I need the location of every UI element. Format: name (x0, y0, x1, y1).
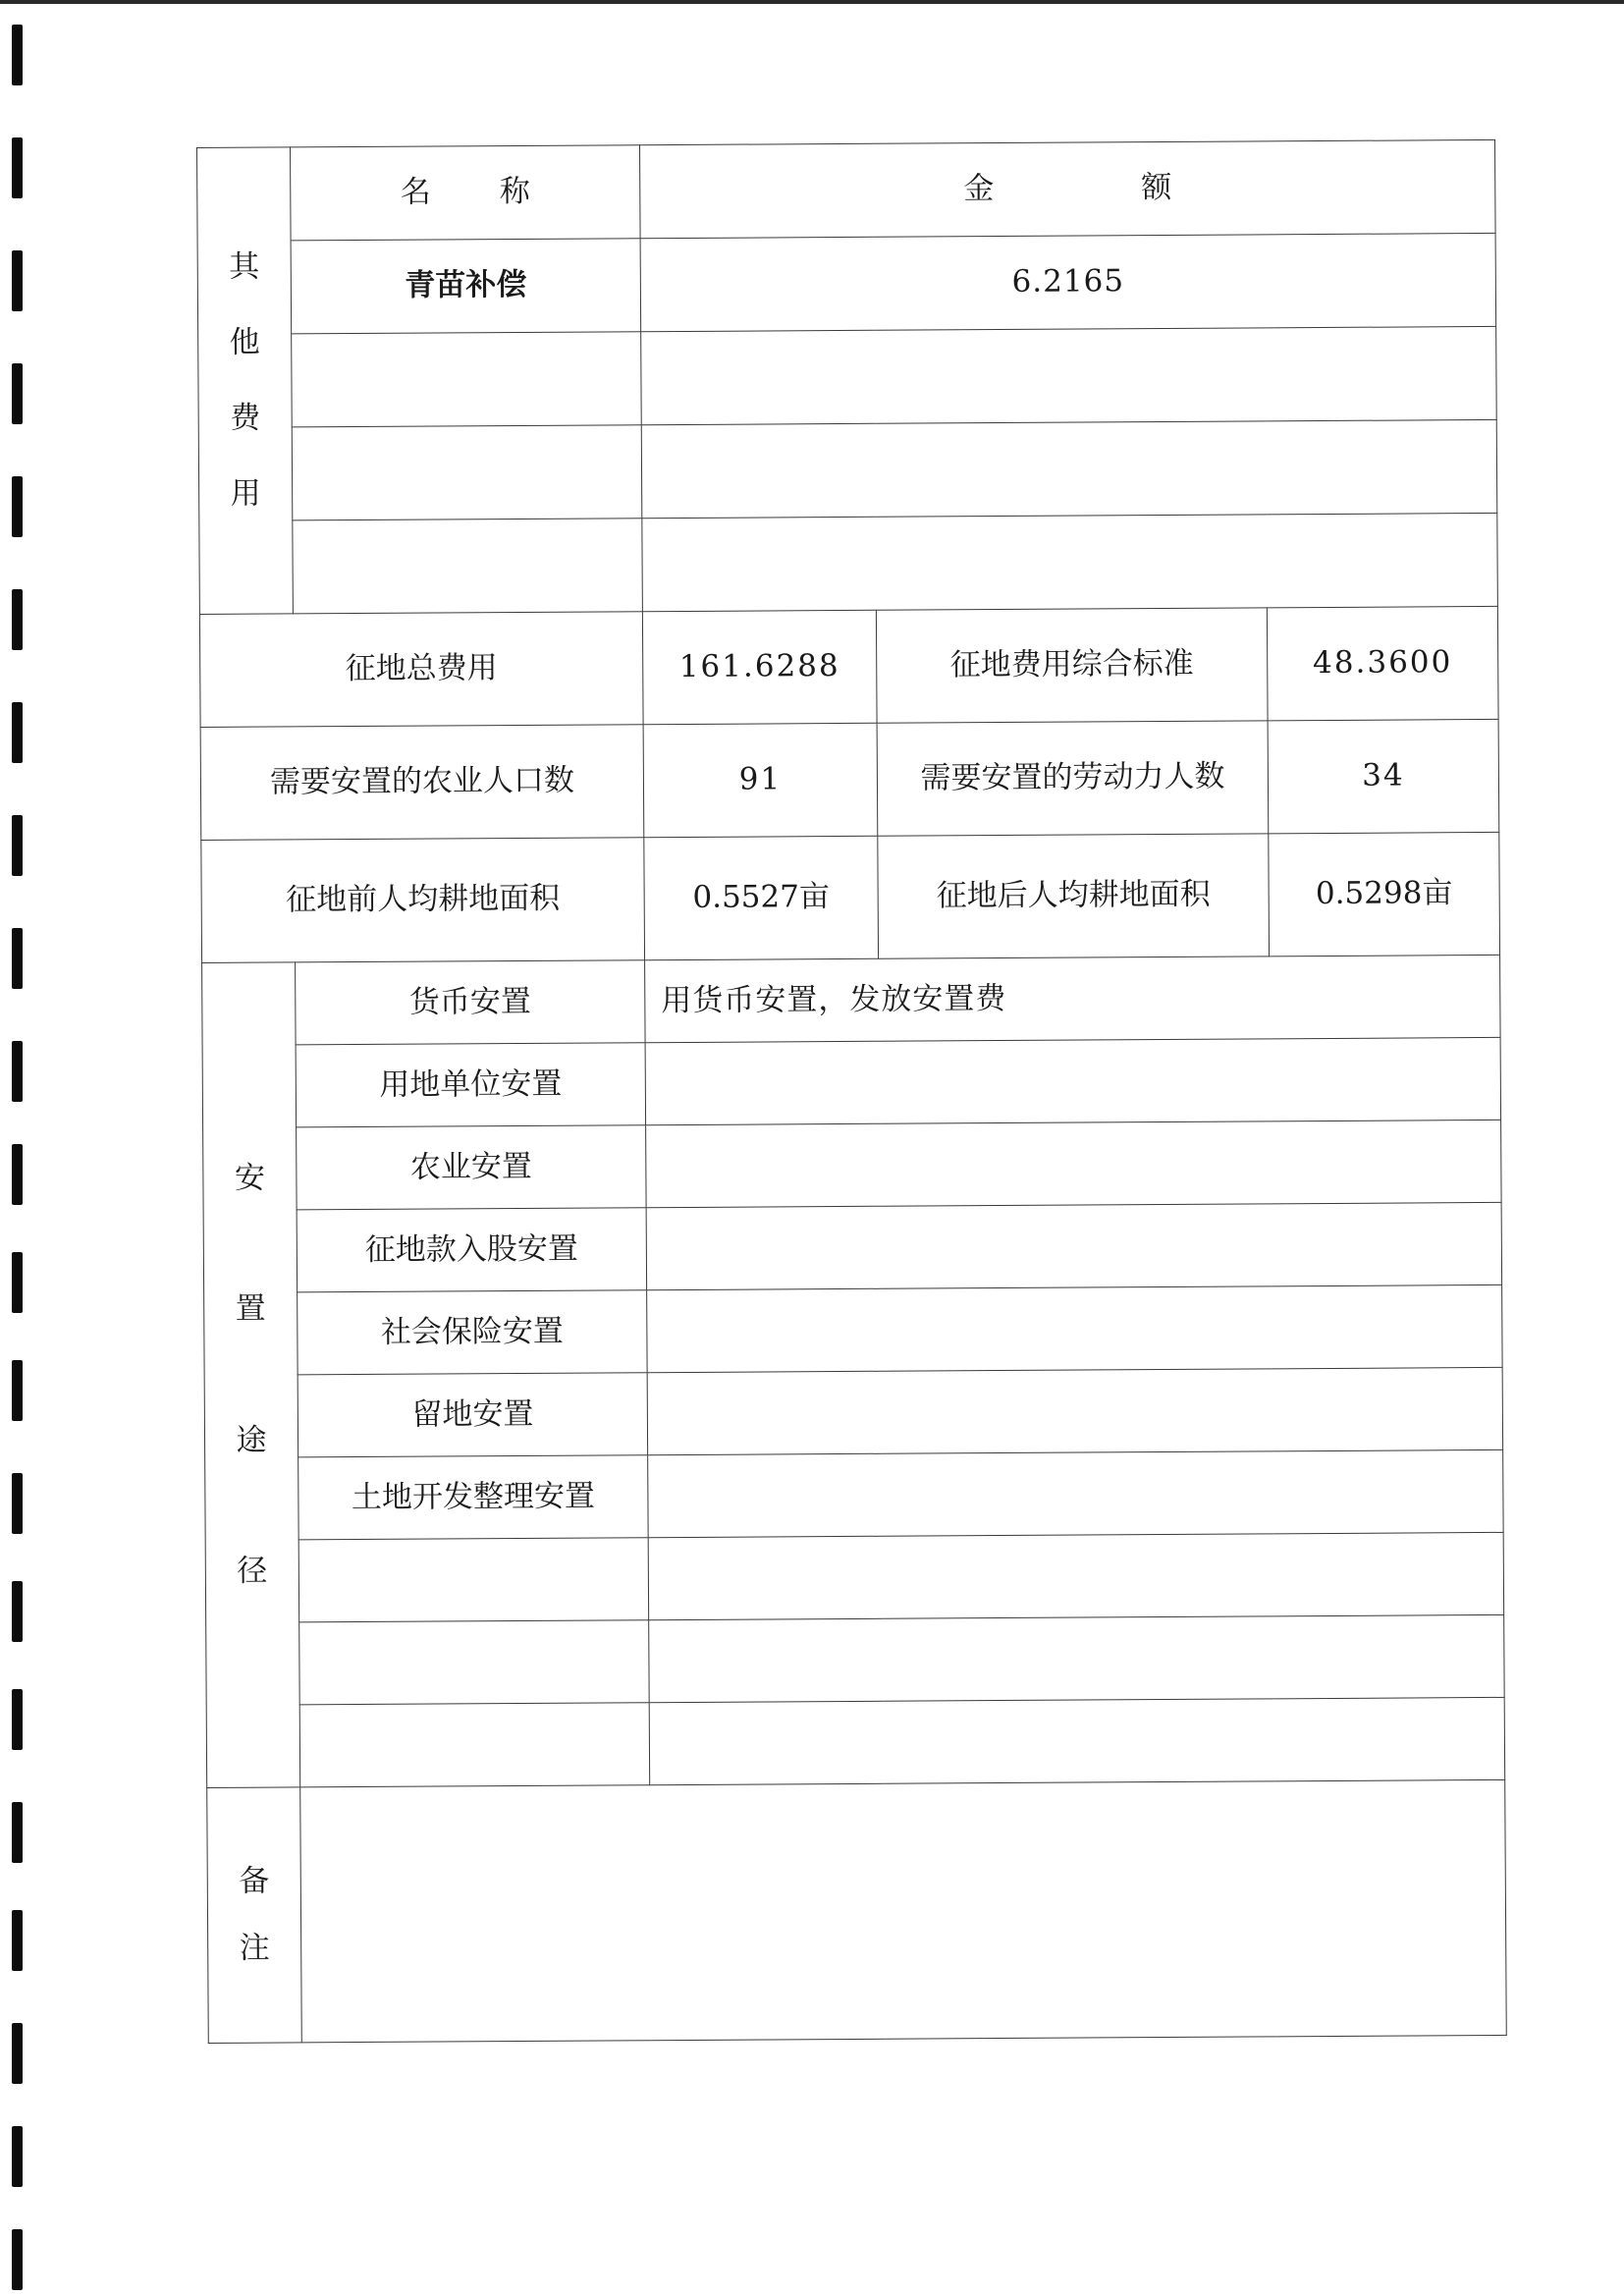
resettlement-method-cell: 农业安置 (297, 1125, 647, 1210)
resettlement-method-cell: 留地安置 (298, 1373, 648, 1457)
name-column-header (291, 145, 641, 241)
area-after-label: 征地后人均耕地面积 (878, 834, 1270, 958)
agri-population-label: 需要安置的农业人口数 (200, 725, 644, 841)
resettlement-detail-cell (648, 1449, 1503, 1537)
fee-name-cell (292, 332, 642, 427)
other-fees-label-char: 费 (230, 400, 261, 436)
amount-header-char: 金 (963, 171, 995, 207)
binding-hole (12, 1581, 23, 1642)
resettlement-method-cell (299, 1620, 650, 1705)
binding-hole (12, 25, 23, 85)
binding-hole (12, 2023, 23, 2084)
summary-row (201, 832, 1500, 962)
total-fee-label: 征地总费用 (199, 612, 643, 728)
binding-hole (12, 1802, 23, 1863)
standard-value: 48.3600 (1267, 606, 1498, 720)
resettlement-detail-cell (649, 1697, 1504, 1784)
other-fees-label-char: 他 (229, 324, 260, 360)
binding-hole (12, 476, 23, 537)
resettlement-label-char: 置 (235, 1290, 266, 1328)
binding-hole (12, 589, 23, 650)
area-after-value: 0.5298亩 (1269, 832, 1500, 956)
labor-value: 34 (1268, 719, 1499, 833)
resettlement-method-cell: 土地开发整理安置 (298, 1455, 649, 1540)
total-fee-value: 161.6288 (642, 610, 877, 724)
binding-hole (12, 702, 23, 763)
resettlement-row (204, 1367, 1502, 1457)
other-fees-row (198, 419, 1497, 520)
binding-hole (12, 1689, 23, 1750)
resettlement-label-char: 安 (234, 1160, 266, 1196)
fee-amount-cell (642, 513, 1498, 611)
resettlement-row (203, 1202, 1501, 1292)
resettlement-method-cell: 用地单位安置 (296, 1043, 646, 1127)
fee-name-cell (293, 519, 643, 614)
resettlement-detail-cell (647, 1367, 1502, 1454)
binding-hole (12, 1252, 23, 1313)
amount-header-char: 额 (1141, 170, 1172, 206)
binding-hole (12, 1144, 23, 1205)
binding-hole (12, 928, 23, 989)
binding-hole (12, 363, 23, 424)
area-before-label: 征地前人均耕地面积 (201, 838, 645, 963)
binding-hole (12, 1360, 23, 1421)
resettlement-detail-cell: 用货币安置，发放安置费 (645, 955, 1500, 1042)
remarks-label-char: 备 (239, 1863, 270, 1900)
resettlement-detail-cell (645, 1037, 1500, 1124)
resettlement-detail-cell (649, 1614, 1504, 1702)
summary-row (200, 719, 1499, 840)
resettlement-row (205, 1449, 1503, 1540)
scan-top-edge (0, 0, 1624, 4)
resettlement-detail-cell (647, 1285, 1502, 1372)
standard-label: 征地费用综合标准 (876, 608, 1268, 723)
fee-amount-cell (641, 326, 1497, 424)
other-fees-label-char: 用 (230, 475, 261, 512)
name-header-char: 名 (400, 174, 431, 211)
binding-hole (12, 815, 23, 876)
other-fees-row (197, 233, 1496, 334)
labor-label: 需要安置的劳动力人数 (877, 721, 1269, 836)
binding-hole (12, 2126, 23, 2187)
remarks-content (300, 1779, 1507, 2042)
other-fees-label (197, 147, 294, 615)
remarks-label-char: 注 (239, 1930, 270, 1966)
other-fees-row (198, 326, 1497, 427)
agri-population-value: 91 (643, 723, 878, 837)
fee-amount-cell: 6.2165 (640, 233, 1496, 331)
binding-hole (12, 1910, 23, 1971)
other-fees-header-row (197, 139, 1496, 241)
resettlement-method-cell (298, 1538, 649, 1622)
area-before-value: 0.5527亩 (644, 836, 879, 959)
resettlement-method-cell: 征地款入股安置 (297, 1208, 647, 1292)
resettlement-label-char: 径 (237, 1553, 268, 1589)
name-header-char: 称 (499, 174, 530, 210)
resettlement-detail-cell (648, 1532, 1503, 1619)
remarks-label (207, 1787, 302, 2044)
binding-hole (12, 2229, 23, 2290)
summary-row (199, 606, 1498, 727)
resettlement-method-cell: 货币安置 (296, 960, 646, 1045)
fee-name-cell (292, 425, 642, 520)
resettlement-method-cell (299, 1703, 650, 1787)
binding-hole (12, 1473, 23, 1534)
amount-column-header (639, 139, 1495, 238)
resettlement-row (203, 1120, 1501, 1210)
binding-hole (12, 250, 23, 311)
binding-hole (12, 137, 23, 198)
resettlement-method-cell: 社会保险安置 (298, 1290, 648, 1375)
other-fees-label-char: 其 (229, 248, 260, 285)
resettlement-row (204, 1285, 1502, 1375)
resettlement-row (205, 1532, 1503, 1622)
remarks-row (207, 1779, 1507, 2043)
resettlement-row (206, 1614, 1504, 1705)
resettlement-detail-cell (646, 1120, 1501, 1207)
resettlement-row (202, 1037, 1500, 1127)
fee-name-cell: 青苗补偿 (291, 239, 641, 334)
resettlement-detail-cell (646, 1202, 1501, 1289)
resettlement-row (206, 1697, 1504, 1787)
resettlement-label-char: 途 (236, 1422, 267, 1458)
fee-amount-cell (641, 419, 1497, 518)
other-fees-row (199, 513, 1498, 614)
resettlement-row (202, 955, 1500, 1045)
binding-hole (12, 1041, 23, 1102)
resettlement-label (202, 962, 300, 1788)
land-acquisition-form (196, 139, 1507, 2044)
